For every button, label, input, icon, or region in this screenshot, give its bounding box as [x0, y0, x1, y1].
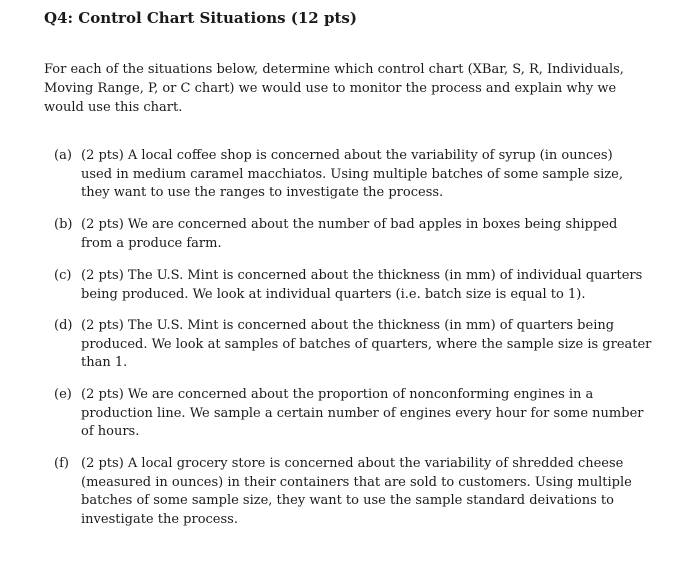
- situation-label: (e): [54, 387, 72, 402]
- situation-line: production line. We sample a certain number of engines every hour for some number: [81, 405, 644, 421]
- situation-text: [81, 455, 666, 529]
- situation-line: (2 pts) We are concerned about the number of bad apples in boxes being shipped: [81, 217, 618, 232]
- situation-text: [81, 386, 666, 442]
- instructions-line: Moving Range, P, or C chart) we would use to monitor the process and explain why we: [44, 81, 617, 96]
- situation-line: produced. We look at samples of batches of quarters, where the sample size is greater: [81, 336, 652, 352]
- situation-label: (d): [54, 318, 73, 333]
- instructions-line: would use this chart.: [44, 100, 183, 115]
- situation-label: (b): [54, 217, 73, 232]
- question-title: Q4: Control Chart Situations (12 pts): [44, 9, 357, 27]
- situation-text: [81, 317, 666, 373]
- situation-line: used in medium caramel macchiatos. Using multiple batches of some sample size,: [81, 166, 623, 182]
- situation-text: [81, 216, 666, 253]
- situation-line: (2 pts) A local coffee shop is concerned about the variability of syrup (in ounces): [81, 148, 613, 163]
- situation-line: investigate the process.: [81, 511, 238, 527]
- situation-line: (2 pts) The U.S. Mint is concerned about the thickness (in mm) of individual quarters: [81, 268, 643, 283]
- situation-label: (f): [54, 456, 69, 471]
- situation-line: being produced. We look at individual quarters (i.e. batch size is equal to 1).: [81, 286, 586, 302]
- situation-label: (c): [54, 268, 72, 283]
- situation-line: (2 pts) A local grocery store is concerned about the variability of shredded cheese: [81, 456, 624, 471]
- situation-text: [81, 267, 666, 304]
- situation-line: than 1.: [81, 355, 128, 370]
- situation-line: (measured in ounces) in their containers that are sold to customers. Using multiple: [81, 474, 632, 490]
- situation-line: from a produce farm.: [81, 235, 222, 251]
- situation-line: (2 pts) We are concerned about the proportion of nonconforming engines in a: [81, 387, 594, 402]
- situation-label: (a): [54, 148, 72, 163]
- situation-text: [81, 147, 666, 203]
- situation-line: they want to use the ranges to investigate the process.: [81, 185, 444, 200]
- situation-line: (2 pts) The U.S. Mint is concerned about the thickness (in mm) of quarters being: [81, 318, 615, 333]
- instructions-line: For each of the situations below, determine which control chart (XBar, S, R, Individuals,: [44, 62, 624, 77]
- situation-line: of hours.: [81, 424, 140, 439]
- situation-line: batches of some sample size, they want to use the sample standard deivations to: [81, 493, 614, 508]
- question-instructions: [44, 60, 644, 117]
